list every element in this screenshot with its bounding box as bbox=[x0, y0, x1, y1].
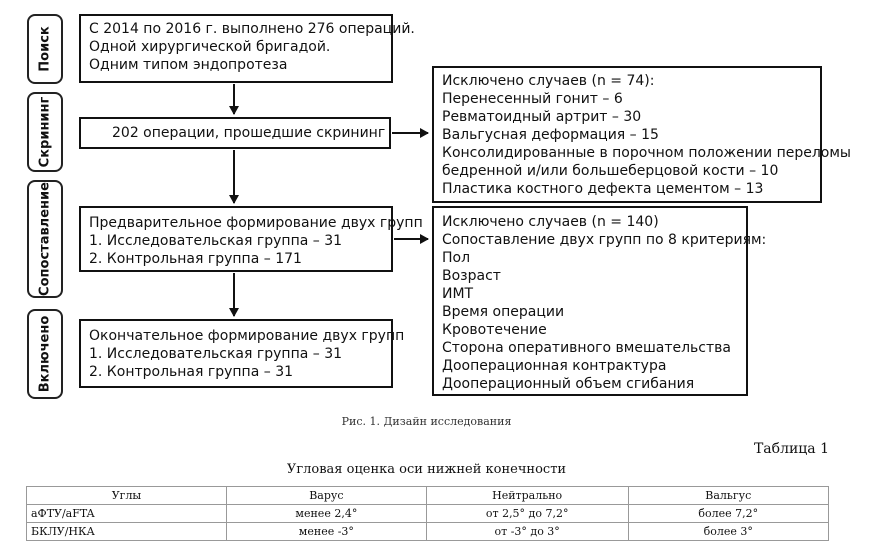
preliminary-line: Предварительное формирование двух групп bbox=[89, 215, 423, 231]
excluded-1-line: Перенесенный гонит – 6 bbox=[442, 91, 623, 107]
stage-comparison-label: Сопоставление bbox=[37, 182, 53, 296]
excluded-1-line: Пластика костного дефекта цементом – 13 bbox=[442, 181, 764, 197]
table-cell: более 7,2° bbox=[628, 505, 828, 523]
table-cell: менее 2,4° bbox=[226, 505, 426, 523]
table-number: Таблица 1 bbox=[753, 441, 829, 457]
excluded-2-line: Дооперационный объем сгибания bbox=[442, 376, 695, 392]
excluded-2-line: Дооперационная контрактура bbox=[442, 358, 667, 374]
preliminary-line: 1. Исследовательская группа – 31 bbox=[89, 233, 343, 249]
table-cell: более 3° bbox=[628, 523, 828, 541]
excluded-1-line: Ревматоидный артрит – 30 bbox=[442, 109, 642, 125]
figure-caption: Рис. 1. Дизайн исследования bbox=[341, 415, 512, 428]
excluded-1-line: Вальгусная деформация – 15 bbox=[442, 127, 659, 143]
stage-search-label: Поиск bbox=[37, 26, 53, 72]
excluded-2-line: Время операции bbox=[442, 304, 565, 320]
excluded-1-line: бедренной и/или большеберцовой кости – 10 bbox=[442, 163, 779, 179]
table-cell: от 2,5° до 7,2° bbox=[426, 505, 628, 523]
excluded-2-line: Пол bbox=[442, 250, 471, 266]
angle-table bbox=[26, 486, 829, 541]
excluded-2-line: ИМТ bbox=[442, 286, 474, 302]
excluded-2-line: Сторона оперативного вмешательства bbox=[442, 340, 731, 356]
search-line: Одной хирургической бригадой. bbox=[89, 39, 331, 55]
final-line: 1. Исследовательская группа – 31 bbox=[89, 346, 343, 362]
table-cell: аФТУ/аFTA bbox=[27, 505, 227, 523]
excluded-2-line: Исключено случаев (n = 140) bbox=[442, 214, 659, 230]
search-line: Одним типом эндопротеза bbox=[89, 57, 288, 73]
table-header-cell: Вальгус bbox=[628, 487, 828, 505]
table-title: Угловая оценка оси нижней конечности bbox=[286, 462, 567, 477]
preliminary-line: 2. Контрольная группа – 171 bbox=[89, 251, 302, 267]
table-row bbox=[27, 523, 829, 541]
table-header-row bbox=[27, 487, 829, 505]
excluded-2-line: Кровотечение bbox=[442, 322, 547, 338]
stage-screening-label: Скрининг bbox=[37, 96, 53, 168]
table-header-cell: Варус bbox=[226, 487, 426, 505]
table-cell: БКЛУ/НКА bbox=[27, 523, 227, 541]
excluded-1-line: Исключено случаев (n = 74): bbox=[442, 73, 655, 89]
table-header-cell: Нейтрально bbox=[426, 487, 628, 505]
excluded-2-line: Сопоставление двух групп по 8 критериям: bbox=[442, 232, 767, 248]
table-cell: от -3° до 3° bbox=[426, 523, 628, 541]
excluded-2-line: Возраст bbox=[442, 268, 501, 284]
final-line: Окончательное формирование двух групп bbox=[89, 328, 405, 344]
table-row bbox=[27, 505, 829, 523]
screening-line: 202 операции, прошедшие скрининг bbox=[112, 125, 386, 141]
stage-included-label: Включено bbox=[37, 315, 53, 393]
table-cell: менее -3° bbox=[226, 523, 426, 541]
excluded-1-line: Консолидированные в порочном положении переломы bbox=[442, 145, 851, 161]
final-line: 2. Контрольная группа – 31 bbox=[89, 364, 294, 380]
search-line: С 2014 по 2016 г. выполнено 276 операций. bbox=[89, 21, 415, 37]
table-header-cell: Углы bbox=[27, 487, 227, 505]
